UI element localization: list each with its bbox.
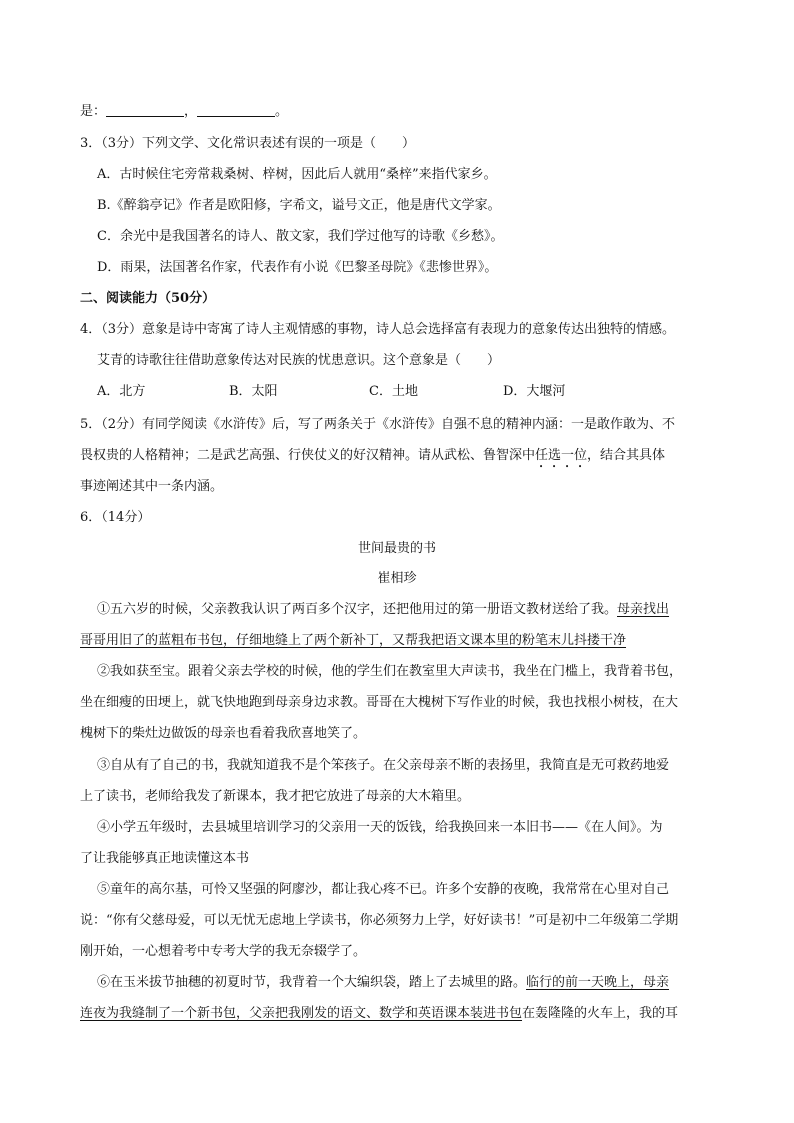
q4-stem-line2: 艾青的诗歌往往借助意象传达对民族的忧患意识。这个意象是（ ） bbox=[97, 353, 501, 368]
p1-underlined-2: 哥哥用旧了的蓝粗布书包，仔细地缝上了两个新补丁，又帮我把语文课本里的粉笔末儿抖搂干净 bbox=[80, 633, 627, 648]
p5-line2: 说：“你有父慈母爱，可以无忧无虑地上学读书，你必须努力上学，好好读书！”可是初中二年级第二学期 bbox=[80, 913, 679, 928]
q6-label: 6．（14分） bbox=[80, 510, 151, 525]
q5-stem-line1: 5．（2分）有同学阅读《水浒传》后，写了两条关于《水浒传》自强不息的精神内涵：一是敢作敢为、不 bbox=[80, 417, 676, 432]
q5-line2-pre: 畏权贵的人格精神；二是武艺高强、行侠仗义的好汉精神。请从武松、鲁智深中 bbox=[80, 448, 536, 463]
q4-option-b: B．太阳 bbox=[229, 384, 278, 399]
answer-blank-2[interactable] bbox=[197, 103, 275, 117]
q3-option-c: C．余光中是我国著名的诗人、散文家，我们学过他写的诗歌《乡愁》。 bbox=[97, 229, 504, 244]
p2-line2: 坐在细瘦的田埂上，就飞快地跑到母亲身边求教。哥哥在大槐树下写作业的时候，我也找根小树枝，在大 bbox=[80, 695, 679, 710]
q3-option-b: B.《醉翁亭记》作者是欧阳修，字希文，谥号文正，他是唐代文学家。 bbox=[97, 198, 501, 213]
answer-blank-1[interactable] bbox=[106, 103, 184, 117]
p2-line1: ②我如获至宝。跟着父亲去学校的时候，他的学生们在教室里大声读书，我坐在门槛上，我背着书包， bbox=[97, 664, 683, 679]
q3-option-a: A．古时候住宅旁常栽桑树、梓树，因此后人就用“桑梓”来指代家乡。 bbox=[97, 167, 497, 182]
section-heading: 二、阅读能力（50分） bbox=[80, 291, 216, 306]
answer-comma: ， bbox=[184, 104, 198, 119]
article-title: 世间最贵的书 bbox=[357, 541, 436, 556]
p1-underlined-1: 母亲找出 bbox=[617, 602, 670, 617]
p1-line2 bbox=[80, 632, 626, 650]
q4-option-d: D．大堰河 bbox=[503, 384, 566, 399]
q5-stem-line3: 事迹阐述其中一条内涵。 bbox=[80, 479, 224, 494]
p1-text: ①五六岁的时候，父亲教我认识了两百多个汉字，还把他用过的第一册语文教材送给了我。 bbox=[97, 602, 618, 617]
q4-option-c: C．土地 bbox=[369, 384, 418, 399]
q4-option-a: A．北方 bbox=[97, 384, 146, 399]
q4-stem-line1: 4．（3分）意象是诗中寄寓了诗人主观情感的事物，诗人总会选择富有表现力的意象传达出独特的情感。 bbox=[80, 322, 676, 337]
q3-option-d: D．雨果，法国著名作家，代表作有小说《巴黎圣母院》《悲惨世界》。 bbox=[97, 260, 498, 275]
p2-line3: 槐树下的柴灶边做饭的母亲也看着我欣喜地笑了。 bbox=[80, 726, 367, 741]
p6-underlined-1: 临行的前一天晚上，母亲 bbox=[526, 975, 670, 990]
p6-line1 bbox=[97, 974, 669, 992]
p1-line1 bbox=[97, 601, 669, 619]
p6-text: ⑥在玉米拔节抽穗的初夏时节，我背着一个大编织袋，踏上了去城里的路。 bbox=[97, 975, 527, 990]
p5-line3: 刚开始，一心想着考中专考大学的我无奈辍学了。 bbox=[80, 944, 367, 959]
q5-emphasis-text: 任选一位 bbox=[535, 448, 588, 463]
p6-line2 bbox=[80, 1005, 678, 1023]
p6-text-end: 在轰隆隆的火车上，我的耳 bbox=[522, 1006, 679, 1021]
p6-underlined-2: 连夜为我缝制了一个新书包，父亲把我刚发的语文、数学和英语课本装进书包 bbox=[80, 1006, 523, 1021]
q3-stem: 3．（3分）下列文学、文化常识表述有误的一项是（ ） bbox=[80, 136, 416, 151]
answer-period: 。 bbox=[275, 104, 289, 119]
p5-line1: ⑤童年的高尔基，可怜又坚强的阿廖沙，都让我心疼不已。许多个安静的夜晚，我常常在心里对自己 bbox=[97, 882, 670, 897]
q5-line2-post: ，结合其具体 bbox=[587, 448, 666, 463]
p4-line1: ④小学五年级时，去县城里培训学习的父亲用一天的饭钱，给我换回来一本旧书——《在人间》。为 bbox=[97, 820, 663, 835]
q5-stem-line2 bbox=[80, 447, 665, 471]
answer-line bbox=[80, 103, 288, 121]
article-author: 崔相珍 bbox=[377, 571, 417, 586]
p3-line1: ③自从有了自己的书，我就知道我不是个笨孩子。在父亲母亲不断的表扬里，我简直是无可救药地爱 bbox=[97, 758, 670, 773]
answer-prefix: 是： bbox=[80, 104, 107, 119]
p4-line2: 了让我能够真正地读懂这本书 bbox=[80, 851, 250, 866]
p3-line2: 上了读书，老师给我发了新课本，我才把它放进了母亲的大木箱里。 bbox=[80, 789, 471, 804]
